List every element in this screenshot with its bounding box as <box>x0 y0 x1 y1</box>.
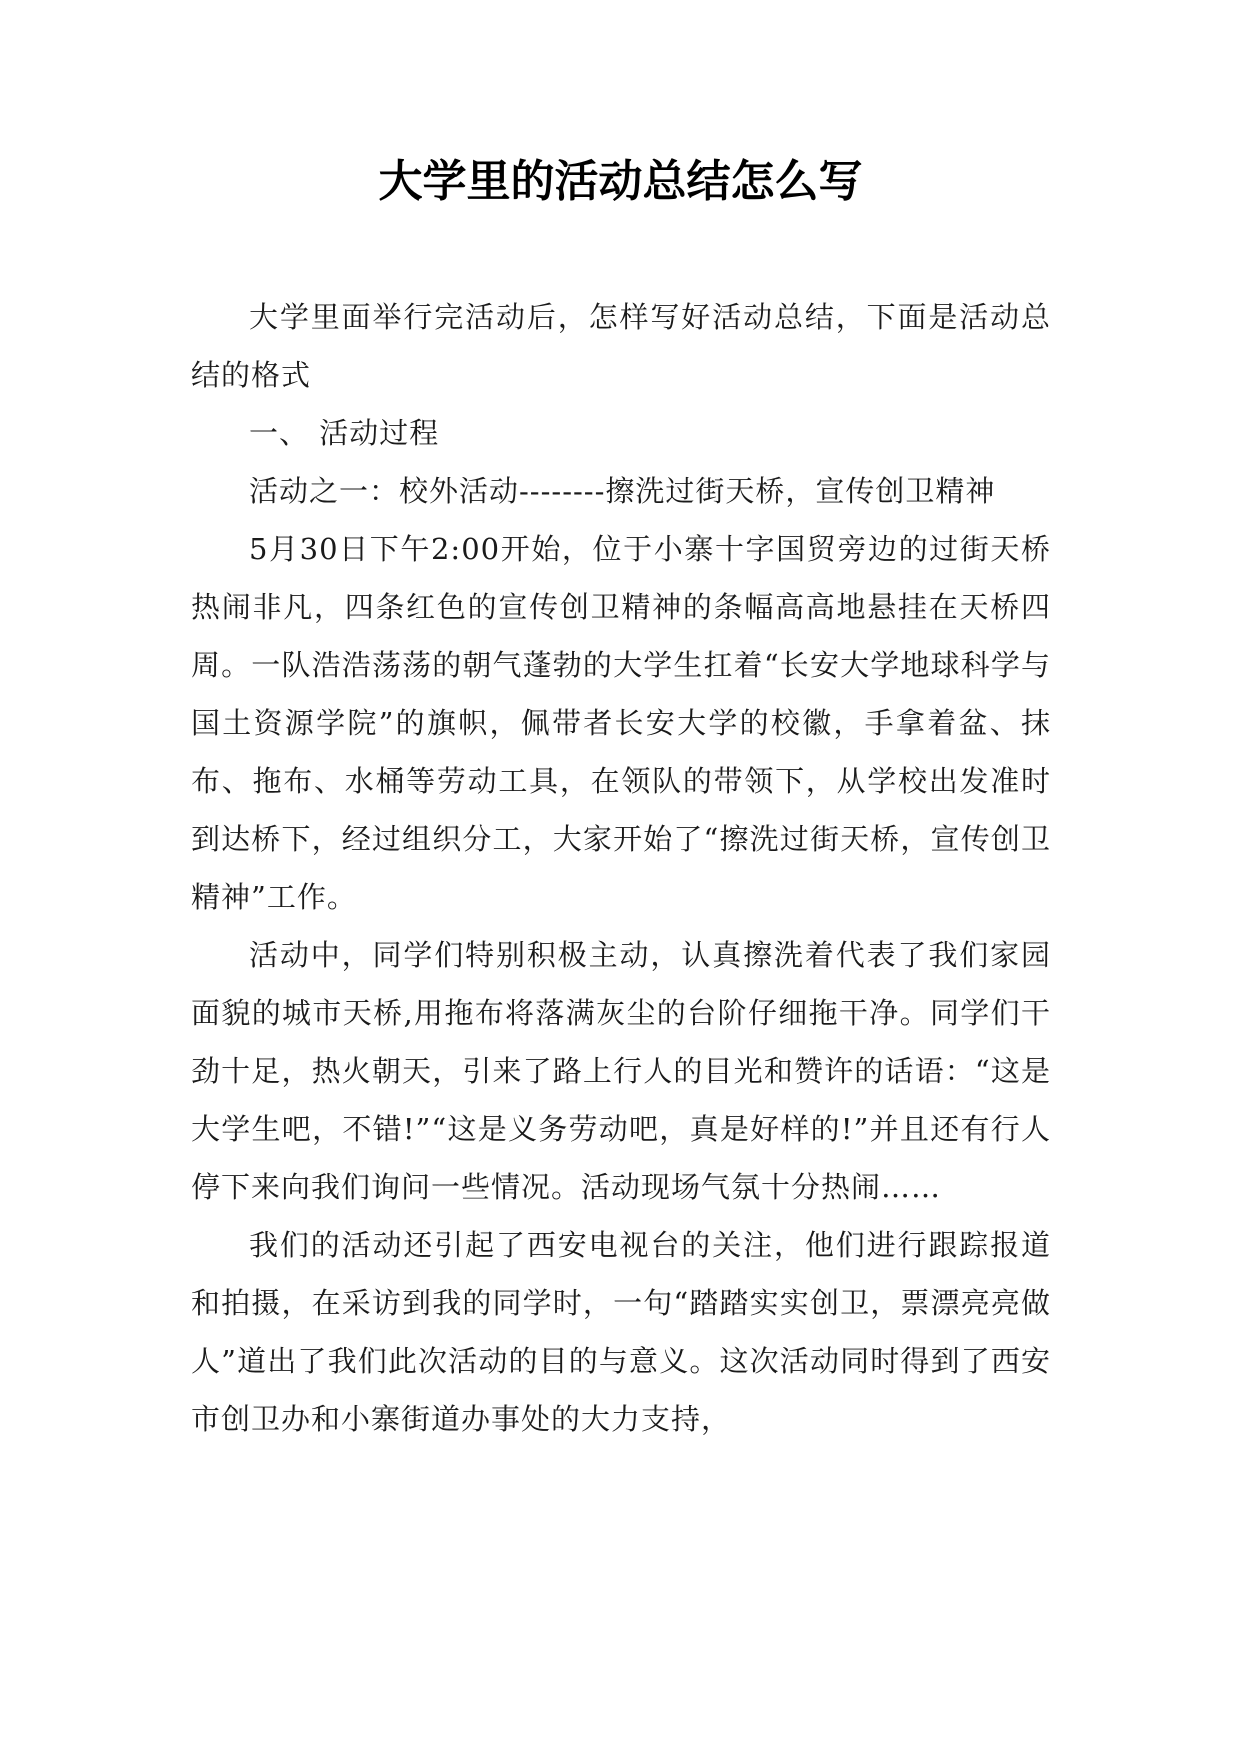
paragraph-media-coverage: 我们的活动还引起了西安电视台的关注，他们进行跟踪报道和拍摄，在采访到我的同学时，一句“踏踏实实创卫，票漂亮亮做人”道出了我们此次活动的目的与意义。这次活动同时得到了西安市创卫办和小寨街道办事处的大力支持， <box>191 1228 1051 1436</box>
paragraph-activity-description: 5月30日下午2:00开始，位于小寨十字国贸旁边的过街天桥热闹非凡，四条红色的宣传创卫精神的条幅高高地悬挂在天桥四周。一队浩浩荡荡的朝气蓬勃的大学生扛着“长安大学地球科学与国土资源学院”的旗帜，佩带者长安大学的校徽，手拿着盆、抹布、拖布、水桶等劳动工具，在领队的带领下，从学校出发准时到达桥下，经过组织分工，大家开始了“擦洗过街天桥，宣传创卫精神”工作。 <box>191 532 1051 914</box>
paragraph-activity-one-title: 活动之一：校外活动--------擦洗过街天桥，宣传创卫精神 <box>249 474 996 508</box>
document-title: 大学里的活动总结怎么写 <box>378 156 863 207</box>
paragraph-intro: 大学里面举行完活动后，怎样写好活动总结，下面是活动总结的格式 <box>191 300 1051 392</box>
document-body <box>191 288 1051 1448</box>
section-heading-activity-process: 一、 活动过程 <box>249 416 440 450</box>
paragraph-activity-process: 活动中，同学们特别积极主动，认真擦洗着代表了我们家园面貌的城市天桥,用拖布将落满灰尘的台阶仔细拖干净。同学们干劲十足，热火朝天，引来了路上行人的目光和赞许的话语：“这是大学生吧，不错!”“这是义务劳动吧，真是好样的!”并且还有行人停下来向我们询问一些情况。活动现场气氛十分热闹…… <box>191 938 1051 1204</box>
